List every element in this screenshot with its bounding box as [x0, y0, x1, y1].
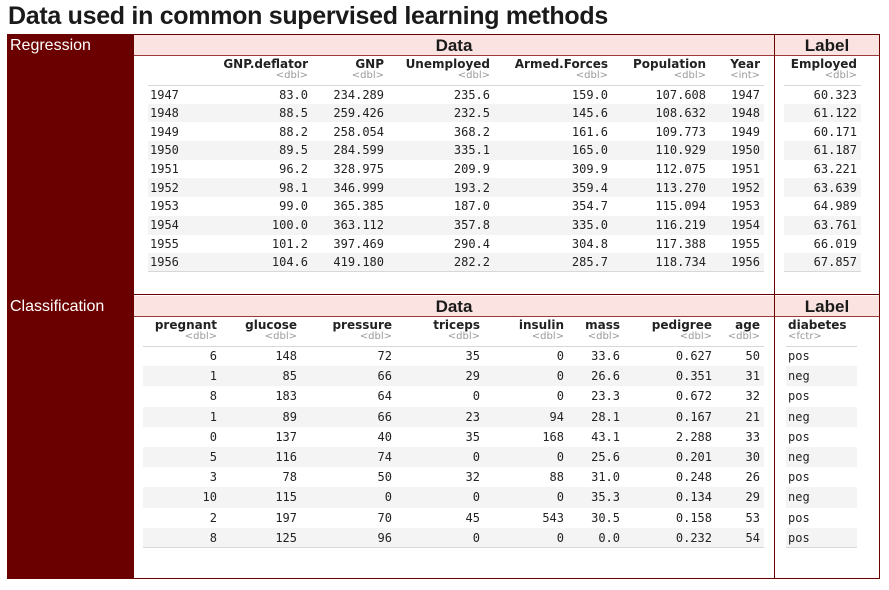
table-cell: 1948 — [150, 106, 179, 121]
table-cell: 1947 — [710, 85, 764, 104]
table-cell: 1951 — [150, 162, 179, 177]
table-cell: 232.5 — [453, 106, 490, 121]
table-cell: 115.094 — [655, 199, 706, 214]
table-cell: 0 — [472, 389, 480, 404]
table-cell: 359.4 — [571, 180, 608, 195]
table-cell: 335.0 — [571, 218, 608, 233]
table-cell: 88.5 — [279, 106, 308, 121]
table-cell: 137 — [275, 429, 297, 444]
label-cell: 61.122 — [813, 106, 857, 121]
column-header: pressure <dbl> — [332, 318, 392, 342]
table-cell: 117.388 — [655, 236, 706, 251]
table-cell: 234.289 — [312, 85, 388, 104]
table-row — [784, 141, 861, 160]
table-cell: 10 — [202, 490, 217, 505]
table-row — [148, 235, 764, 254]
table-row — [143, 467, 764, 487]
table-cell: 2.288 — [675, 429, 712, 444]
label-cell: 66.019 — [813, 236, 857, 251]
label-cell: neg — [788, 369, 810, 384]
table-cell: 88 — [549, 470, 564, 485]
table-row — [784, 235, 861, 254]
table-cell: 6 — [143, 346, 221, 366]
table-cell: 29 — [465, 369, 480, 384]
table-row — [786, 386, 857, 406]
classification-data-header: Data — [134, 296, 774, 317]
table-cell: 0 — [472, 450, 480, 465]
table-cell: 0 — [484, 346, 568, 366]
table-row — [143, 487, 764, 507]
table-cell: 66 — [377, 369, 392, 384]
column-header: pregnant <dbl> — [154, 318, 217, 342]
table-cell: 32 — [745, 389, 760, 404]
table-cell: 0.248 — [675, 470, 712, 485]
table-cell: 0 — [556, 450, 564, 465]
table-cell: 168 — [542, 429, 564, 444]
column-header: Year <int> — [730, 57, 760, 81]
table-cell: 0 — [484, 528, 568, 548]
label-cell: 63.639 — [813, 180, 857, 195]
table-cell: 0.201 — [675, 450, 712, 465]
table-row — [148, 141, 764, 160]
table-cell: 0 — [556, 389, 564, 404]
table-cell: 50 — [377, 470, 392, 485]
table-cell: 1955 — [150, 236, 179, 251]
column-header: Employed <dbl> — [790, 57, 857, 81]
table-row — [786, 487, 857, 507]
table-cell: 259.426 — [333, 106, 384, 121]
table-row — [784, 216, 861, 235]
label-cell: pos — [788, 429, 810, 444]
table-cell: 284.599 — [333, 143, 384, 158]
classification-header-row — [143, 319, 764, 346]
table-row — [786, 346, 857, 366]
table-cell: 0.167 — [675, 409, 712, 424]
table-cell: 23 — [465, 409, 480, 424]
table-cell: 1951 — [731, 162, 760, 177]
label-cell: 61.187 — [813, 143, 857, 158]
table-cell: 1956 — [710, 253, 764, 272]
table-cell: 88.2 — [279, 124, 308, 139]
label-cell: 60.171 — [813, 124, 857, 139]
table-cell: 0 — [472, 490, 480, 505]
table-cell: 0.672 — [675, 389, 712, 404]
table-cell: 365.385 — [333, 199, 384, 214]
table-cell: 419.180 — [312, 253, 388, 272]
table-cell: 0.351 — [675, 369, 712, 384]
table-cell: 328.975 — [333, 162, 384, 177]
table-cell: 363.112 — [333, 218, 384, 233]
table-row — [784, 178, 861, 197]
table-cell: 53 — [745, 510, 760, 525]
table-cell: 145.6 — [571, 106, 608, 121]
label-cell: 63.761 — [813, 218, 857, 233]
table-cell: 31 — [745, 369, 760, 384]
table-cell: 0.134 — [675, 490, 712, 505]
table-cell: 161.6 — [571, 124, 608, 139]
table-cell: 85 — [282, 369, 297, 384]
table-cell: 183 — [275, 389, 297, 404]
table-cell: 28.1 — [591, 409, 620, 424]
regression-header-row — [148, 58, 764, 85]
table-cell: 148 — [221, 346, 301, 366]
table-cell: 346.999 — [333, 180, 384, 195]
table-cell: 66 — [377, 409, 392, 424]
table-cell: 5 — [209, 450, 217, 465]
regression-section-label: Regression — [10, 37, 91, 54]
table-cell: 1 — [209, 409, 217, 424]
table-row — [786, 508, 857, 528]
table-cell: 543 — [542, 510, 564, 525]
table-cell: 193.2 — [453, 180, 490, 195]
table-row — [143, 447, 764, 467]
table-row — [148, 197, 764, 216]
label-cell: pos — [788, 389, 810, 404]
table-cell: 72 — [301, 346, 396, 366]
table-row — [784, 104, 861, 123]
table-cell: 397.469 — [333, 236, 384, 251]
table-row — [143, 508, 764, 528]
table-row — [143, 407, 764, 427]
table-cell: 113.270 — [655, 180, 706, 195]
table-cell: 8 — [143, 528, 221, 548]
label-cell: neg — [788, 409, 810, 424]
table-cell: 30.5 — [591, 510, 620, 525]
label-cell: pos — [788, 510, 810, 525]
table-cell: 1954 — [731, 218, 760, 233]
classification-label-header: Label — [775, 296, 879, 317]
label-cell: 64.989 — [813, 199, 857, 214]
table-cell: 1955 — [731, 236, 760, 251]
table-cell: 197 — [275, 510, 297, 525]
label-cell: pos — [786, 346, 857, 366]
table-cell: 2 — [209, 510, 217, 525]
table-cell: 29 — [745, 490, 760, 505]
column-header: diabetes <fctr> — [788, 318, 847, 342]
table-row — [786, 407, 857, 427]
table-row — [784, 85, 861, 104]
table-row — [786, 447, 857, 467]
table-cell: 282.2 — [388, 253, 494, 272]
table-cell: 1949 — [731, 124, 760, 139]
classification-label-table — [786, 319, 857, 548]
table-cell: 96 — [301, 528, 396, 548]
column-header: mass <dbl> — [585, 318, 620, 342]
table-cell: 1950 — [731, 143, 760, 158]
table-cell: 125 — [221, 528, 301, 548]
table-cell: 35.3 — [591, 490, 620, 505]
table-cell: 26.6 — [591, 369, 620, 384]
table-cell: 304.8 — [571, 236, 608, 251]
table-cell: 50 — [716, 346, 764, 366]
table-cell: 89 — [282, 409, 297, 424]
table-cell: 31.0 — [591, 470, 620, 485]
table-cell: 258.054 — [333, 124, 384, 139]
table-row — [784, 122, 861, 141]
table-cell: 99.0 — [279, 199, 308, 214]
column-header: GNP <dbl> — [351, 57, 384, 81]
table-row — [148, 253, 764, 272]
table-row — [148, 122, 764, 141]
column-header: triceps <dbl> — [433, 318, 480, 342]
table-cell: 101.2 — [271, 236, 308, 251]
table-cell: 0 — [384, 490, 392, 505]
table-row — [786, 528, 857, 548]
table-cell: 23.3 — [591, 389, 620, 404]
table-row — [143, 346, 764, 366]
table-cell: 209.9 — [453, 162, 490, 177]
table-row — [784, 197, 861, 216]
table-cell: 45 — [465, 510, 480, 525]
column-header: pedigree <dbl> — [651, 318, 712, 342]
table-cell: 3 — [209, 470, 217, 485]
table-row — [143, 386, 764, 406]
regression-data-header: Data — [134, 35, 774, 56]
label-cell: 63.221 — [813, 162, 857, 177]
table-cell: 116 — [275, 450, 297, 465]
label-cell: 60.323 — [784, 85, 861, 104]
label-cell: neg — [788, 450, 810, 465]
table-cell: 43.1 — [591, 429, 620, 444]
table-row — [786, 366, 857, 386]
table-row — [784, 253, 861, 272]
table-cell: 0.158 — [675, 510, 712, 525]
classification-label-header-row — [786, 319, 857, 346]
table-cell: 1947 — [148, 85, 206, 104]
column-header: Population <dbl> — [632, 57, 706, 81]
section-divider — [7, 294, 880, 295]
table-row — [786, 467, 857, 487]
table-cell: 115 — [275, 490, 297, 505]
table-cell: 30 — [745, 450, 760, 465]
label-cell: pos — [786, 528, 857, 548]
table-cell: 83.0 — [206, 85, 312, 104]
table-cell: 335.1 — [453, 143, 490, 158]
table-cell: 40 — [377, 429, 392, 444]
column-header: insulin <dbl> — [518, 318, 564, 342]
table-row — [148, 216, 764, 235]
table-cell: 0.0 — [568, 528, 624, 548]
table-cell: 235.6 — [388, 85, 494, 104]
table-cell: 1952 — [150, 180, 179, 195]
table-row — [784, 160, 861, 179]
table-cell: 33.6 — [568, 346, 624, 366]
table-cell: 1948 — [731, 106, 760, 121]
table-cell: 368.2 — [453, 124, 490, 139]
classification-data-table — [143, 319, 764, 548]
table-cell: 89.5 — [279, 143, 308, 158]
table-cell: 0 — [556, 369, 564, 384]
label-cell: 67.857 — [784, 253, 861, 272]
table-cell: 21 — [745, 409, 760, 424]
table-cell: 74 — [377, 450, 392, 465]
table-row — [148, 178, 764, 197]
table-cell: 1949 — [150, 124, 179, 139]
table-cell: 33 — [745, 429, 760, 444]
table-cell: 357.8 — [453, 218, 490, 233]
classification-section-label: Classification — [10, 298, 105, 315]
table-cell: 1952 — [731, 180, 760, 195]
table-cell: 0 — [556, 490, 564, 505]
table-cell: 64 — [377, 389, 392, 404]
table-cell: 100.0 — [271, 218, 308, 233]
table-cell: 107.608 — [612, 85, 710, 104]
table-row — [148, 104, 764, 123]
table-cell: 32 — [465, 470, 480, 485]
table-cell: 25.6 — [591, 450, 620, 465]
table-cell: 78 — [282, 470, 297, 485]
table-cell: 0.627 — [624, 346, 716, 366]
table-cell: 54 — [716, 528, 764, 548]
table-row — [143, 427, 764, 447]
table-cell: 1954 — [150, 218, 179, 233]
label-cell: neg — [788, 490, 810, 505]
table-cell: 110.929 — [655, 143, 706, 158]
column-header — [148, 58, 206, 85]
table-row — [143, 528, 764, 548]
regression-data-table — [148, 58, 764, 272]
table-cell: 96.2 — [279, 162, 308, 177]
table-cell: 1956 — [148, 253, 206, 272]
column-header: glucose <dbl> — [245, 318, 297, 342]
table-cell: 354.7 — [571, 199, 608, 214]
table-row — [143, 366, 764, 386]
table-cell: 1950 — [150, 143, 179, 158]
table-cell: 98.1 — [279, 180, 308, 195]
regression-label-header-row — [784, 58, 861, 85]
table-cell: 187.0 — [453, 199, 490, 214]
table-cell: 165.0 — [571, 143, 608, 158]
table-cell: 159.0 — [494, 85, 612, 104]
table-row — [148, 85, 764, 104]
table-cell: 309.9 — [571, 162, 608, 177]
column-header: Unemployed <dbl> — [405, 57, 490, 81]
table-cell: 1 — [209, 369, 217, 384]
table-cell: 118.734 — [612, 253, 710, 272]
table-cell: 1953 — [731, 199, 760, 214]
column-header: age <dbl> — [727, 318, 760, 342]
regression-label-table — [784, 58, 861, 272]
table-cell: 116.219 — [655, 218, 706, 233]
label-cell: pos — [788, 470, 810, 485]
column-header: GNP.deflator <dbl> — [223, 57, 308, 81]
table-cell: 112.075 — [655, 162, 706, 177]
table-cell: 35 — [465, 429, 480, 444]
table-cell: 26 — [745, 470, 760, 485]
table-cell: 8 — [209, 389, 217, 404]
table-cell: 70 — [377, 510, 392, 525]
table-cell: 1953 — [150, 199, 179, 214]
page-title: Data used in common supervised learning methods — [8, 2, 608, 30]
table-cell: 94 — [549, 409, 564, 424]
table-cell: 104.6 — [206, 253, 312, 272]
table-cell: 290.4 — [453, 236, 490, 251]
table-cell: 109.773 — [655, 124, 706, 139]
table-row — [148, 160, 764, 179]
table-cell: 285.7 — [494, 253, 612, 272]
table-cell: 0.232 — [624, 528, 716, 548]
column-header: Armed.Forces <dbl> — [514, 57, 608, 81]
table-cell: 108.632 — [655, 106, 706, 121]
regression-label-header: Label — [775, 35, 879, 56]
table-cell: 0 — [209, 429, 217, 444]
table-row — [786, 427, 857, 447]
table-cell: 0 — [396, 528, 484, 548]
table-cell: 35 — [396, 346, 484, 366]
